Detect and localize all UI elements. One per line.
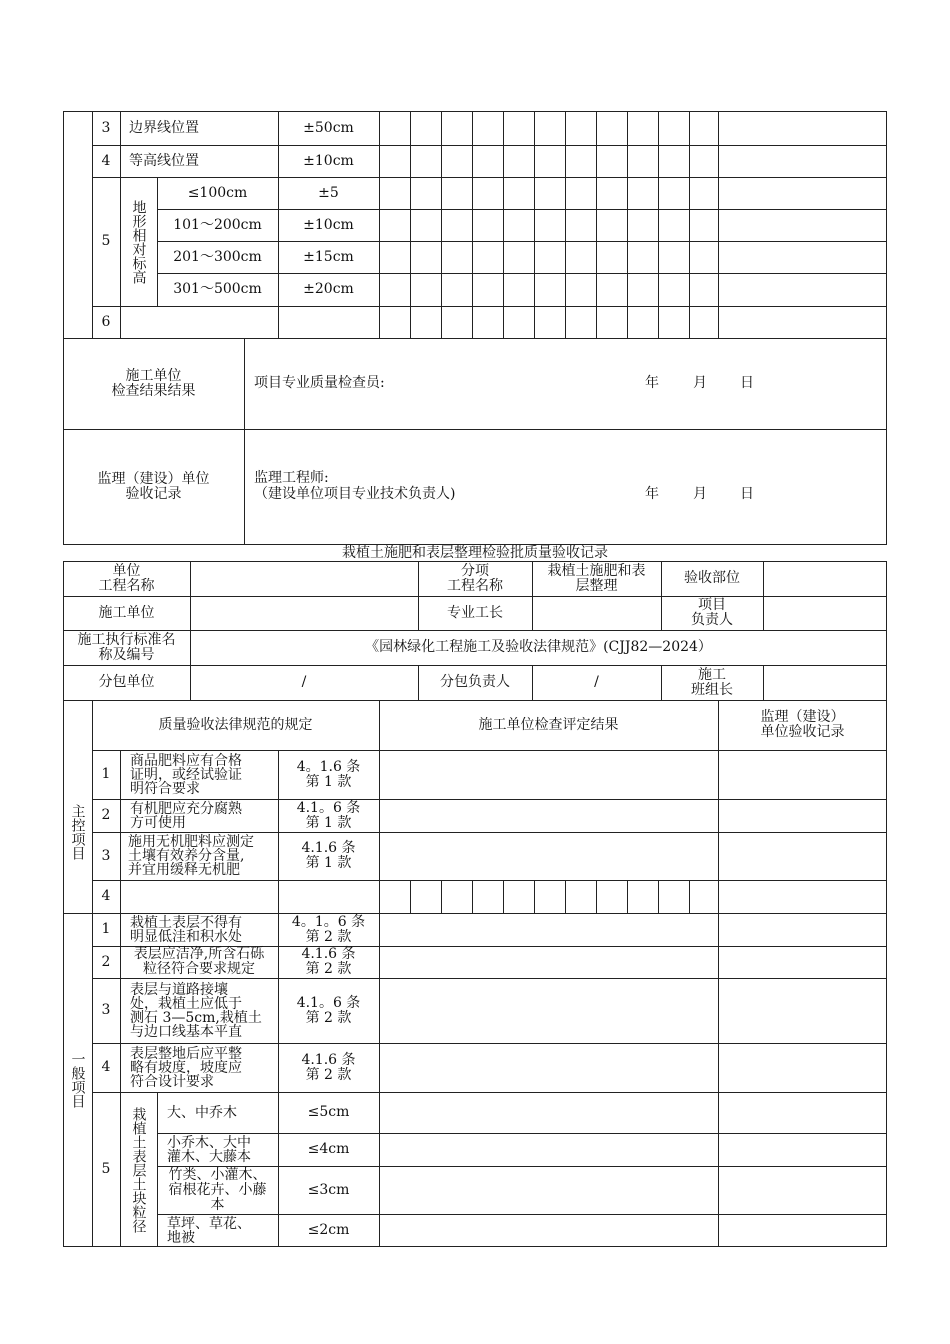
form-title: 栽植土施肥和表层整理检验批质量验收记录 [342,544,608,561]
item-clause: 4.1。6 条 第 1 款 [296,799,361,831]
month-label: 月 [693,375,707,391]
item-requirement: 栽植土表层不得有 明显低洼和积水处 [130,914,242,945]
sub-project-value: 栽植土施肥和表 层整理 [547,562,646,594]
item-no: 3 [101,1002,111,1018]
row-no: 4 [101,152,111,169]
item-requirement: 有机肥应充分腐熟 方可使用 [130,800,242,831]
item-no: 4 [101,888,111,904]
tolerance: ±20cm [303,281,354,297]
item-no: 2 [101,953,111,970]
year-label: 年 [645,486,659,502]
item-no: 3 [101,847,111,864]
tolerance: ≤4cm [307,1141,350,1157]
day-label: 日 [740,486,754,502]
standard-label: 施工执行标准名 称及编号 [77,631,176,663]
construction-result-label: 施工单位 检查结果结果 [111,367,196,399]
range: ≤100cm [187,184,248,201]
subcontractor-value: / [301,674,307,690]
tolerance: ±15cm [303,248,354,265]
row-no: 6 [101,313,111,330]
sub-project-label: 分项 工程名称 [447,562,503,594]
team-leader-label: 施工 班组长 [691,666,733,698]
row-no: 3 [101,119,111,136]
item-label: 等高线位置 [129,153,199,169]
item-requirement: 表层与道路接壤 处，栽植土应低于 测石 3—5cm,栽植土 与边口线基本平直 [130,981,262,1040]
item-label: 边界线位置 [129,120,199,136]
item-requirement: 施用无机肥料应测定 土壤有效养分含量, 并宜用缓释无机肥 [128,834,254,878]
item-no: 5 [101,1161,111,1177]
supervision-column-header: 监理（建设） 单位验收记录 [760,709,845,740]
range: 301～500cm [173,281,262,297]
group-label: 栽植土表层土块粒径 [130,1106,147,1233]
standard-value: 《园林绿化工程施工及验收法律规范》(CJJ82—2024） [365,639,712,655]
tolerance: ±10cm [303,216,354,233]
row-no: 5 [101,233,111,249]
inspection-part-label: 验收部位 [684,570,740,586]
result-column-header: 施工单位检查评定结果 [478,716,619,733]
item-requirement: 表层应洁净,所含石砾 粒径符合要求规定 [133,946,265,977]
tolerance: ≤3cm [307,1181,350,1198]
tree-category: 竹类、小灌木、 宿根花卉、小藤 本 [168,1166,267,1213]
month-label: 月 [693,486,707,502]
item-clause: 4.1。6 条 第 2 款 [296,994,361,1026]
item-requirement: 表层整地后应平整 略有坡度，坡度应 符合设计要求 [130,1045,242,1090]
item-no: 1 [101,921,111,937]
sub-leader-value: / [594,674,599,690]
tree-category: 草坪、草花、 地被 [167,1215,251,1246]
item-clause: 4.1.6 条 第 1 款 [301,840,356,871]
main-control-label: 主控项目 [69,803,86,860]
tolerance: ≤5cm [307,1104,350,1120]
supervising-engineer-label: 监理工程师: [254,470,329,486]
tolerance: ±50cm [303,119,354,136]
project-manager-label: 项目 负责人 [691,597,733,628]
general-items-label: 一般项目 [69,1052,86,1108]
group-label: 地形相对标高 [130,199,147,284]
spec-column-header: 质量验收法律规范的规定 [158,716,313,733]
tree-category: 小乔木、大中 灌木、大藤本 [167,1134,251,1165]
day-label: 日 [740,375,754,391]
item-no: 1 [101,766,111,782]
quality-inspector-label: 项目专业质量检查员: [254,375,385,391]
unit-project-label: 单位 工程名称 [98,562,155,594]
tree-category: 大、中乔木 [167,1104,237,1121]
year-label: 年 [645,375,659,391]
client-technical-lead-label: （建设单位项目专业技术负责人) [254,486,456,502]
item-no: 2 [101,807,111,823]
tolerance: ±10cm [303,152,354,169]
item-requirement: 商品肥料应有合格 证明，或经试验证 明符合要求 [130,752,242,797]
item-clause: 4.1.6 条 第 2 款 [301,946,356,977]
item-no: 4 [101,1059,111,1075]
tolerance: ≤2cm [307,1222,350,1238]
range: 201～300cm [173,248,262,265]
contractor-label: 施工单位 [98,604,155,621]
item-clause: 4。1。6 条 第 2 款 [291,913,366,945]
foreman-label: 专业工长 [447,604,503,621]
tolerance: ±5 [318,184,339,201]
supervision-record-label: 监理（建设）单位 验收记录 [97,471,210,502]
item-clause: 4。1.6 条 第 1 款 [296,758,361,790]
sub-leader-label: 分包负责人 [440,674,510,690]
range: 101～200cm [173,216,262,233]
subcontractor-label: 分包单位 [98,674,155,690]
item-clause: 4.1.6 条 第 2 款 [301,1051,356,1083]
